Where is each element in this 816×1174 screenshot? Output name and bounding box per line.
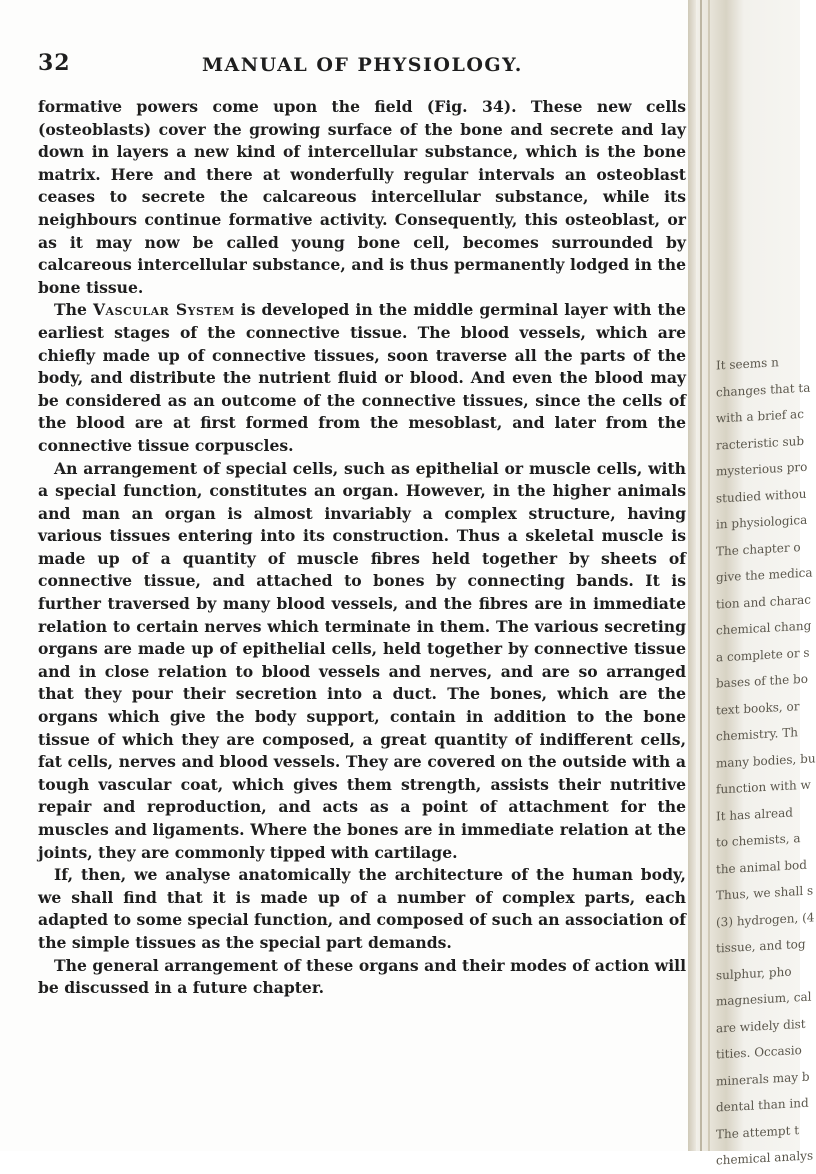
- facing-page-line: are widely dist: [716, 1016, 806, 1036]
- facing-page-line: It has alread: [716, 804, 793, 824]
- paragraph-organs: An arrangement of special cells, such as epithelial or muscle cells, with a special function, constitutes an organ. However, in the higher animals and man an organ is almost invariably a complex structure, having various tissues entering into its construction. Thus a skeletal muscle is made up of a quantity of muscle fibres held together by sheets of connective tissue, and attached to bones by connecting bands. It is further traversed by many blood vessels, and the fibres are in immediate relation to certain nerves which terminate in them. The various secreting organs are made up of epithelial cells, held together by connective tissue and in close relation to blood vessels and nerves, and are so arranged that they pour their secretion into a duct. The bones, which are the organs which give the body support, contain in addition to the bone tissue of which they are composed, a great quantity of indifferent cells, fat cells, nerves and blood vessels. They are covered on the outside with a tough vascular coat, which gives them strength, assists their nutritive repair and reproduction, and acts as a point of attachment for the muscles and ligaments. Where the bones are in immediate relation at the joints, they are commonly tipped with cartilage.: [38, 458, 686, 862]
- facing-page-text: [716, 347, 816, 1174]
- facing-page-line: a complete or s: [716, 645, 810, 665]
- facing-page-line: text books, or: [716, 698, 800, 718]
- paragraph-anatomy: If, then, we analyse anatomically the architecture of the human body, we shall find that it is made up of a number of complex parts, each adapted to some special function, and composed of such an association of the simple tissues as the special part demands.: [38, 865, 686, 952]
- facing-page-line: chemistry. Th: [716, 725, 799, 744]
- facing-page-line: bases of the bo: [716, 671, 808, 691]
- facing-page-line: It seems n: [716, 355, 779, 373]
- facing-page-line: in physiologica: [716, 512, 808, 532]
- paragraph-vascular-text: is developed in the middle germinal layer with the earliest stages of the connective tissue. The blood vessels, which are chiefly made up of connective tissues, soon traverse all the parts of the body, and distribute the nutrient fluid or blood. And even the blood may be considered as an outcome of the connective tissues, since the cells of the blood are at first formed from the mesoblast, and later from the connective tissue corpuscles.: [38, 300, 686, 455]
- facing-page-line: tissue, and tog: [716, 936, 806, 956]
- facing-page-line: many bodies, bu: [716, 750, 816, 771]
- facing-page-line: The chapter o: [716, 539, 801, 559]
- paragraph-future-chapter: The general arrangement of these organs and their modes of action will be discussed in a future chapter.: [38, 955, 686, 998]
- facing-page-line: (3) hydrogen, (4: [716, 909, 815, 930]
- facing-page-line: Thus, we shall s: [716, 883, 814, 903]
- facing-page-line: magnesium, cal: [716, 989, 812, 1009]
- facing-page-line: sulphur, pho: [716, 964, 792, 983]
- running-title: MANUAL OF PHYSIOLOGY.: [202, 54, 523, 76]
- facing-page-line: chemical chang: [716, 618, 812, 638]
- facing-page-line: tion and charac: [716, 592, 812, 612]
- facing-page-line: minerals may b: [716, 1069, 810, 1089]
- facing-page-line: chemical analys: [716, 1148, 814, 1168]
- facing-page-line: tities. Occasio: [716, 1043, 802, 1062]
- facing-page-line: give the medica: [716, 565, 813, 585]
- facing-page-line: with a brief ac: [716, 406, 804, 426]
- paragraph-lead-word: The: [54, 300, 87, 320]
- term-vascular-system: Vascular System: [92, 300, 235, 320]
- page-header: [38, 50, 680, 80]
- paragraph-vascular-system: [38, 299, 686, 457]
- facing-page-line: racteristic sub: [716, 433, 805, 453]
- facing-page-line: changes that ta: [716, 380, 811, 400]
- gutter-line: [700, 0, 702, 1151]
- facing-page-line: to chemists, a: [716, 831, 801, 850]
- body-text: [38, 96, 686, 1000]
- facing-page-line: dental than ind: [716, 1095, 809, 1115]
- facing-page-line: the animal bod: [716, 857, 807, 877]
- page-number: 32: [38, 50, 71, 76]
- paragraph-osteoblasts: formative powers come upon the field (Fig. 34). These new cells (osteoblasts) cover the growing surface of the bone and secrete and lay down in layers a new kind of intercellular substance, which is the bone matrix. Here and there at wonderfully regular intervals an osteoblast ceases to secrete the calcareous intercellular substance, while its neighbours continue formative activity. Consequently, this osteoblast, or as it may now be called young bone cell, becomes surrounded by calcareous intercellular substance, and is thus permanently lodged in the bone tissue.: [38, 97, 686, 297]
- facing-page-line: studied withou: [716, 486, 807, 506]
- facing-page-line: mysterious pro: [716, 459, 808, 479]
- facing-page-edge: [688, 0, 816, 1168]
- gutter-shadow: [688, 0, 696, 1151]
- facing-page-line: The attempt t: [716, 1122, 800, 1142]
- gutter-line: [708, 0, 710, 1151]
- facing-page-line: function with w: [716, 777, 811, 797]
